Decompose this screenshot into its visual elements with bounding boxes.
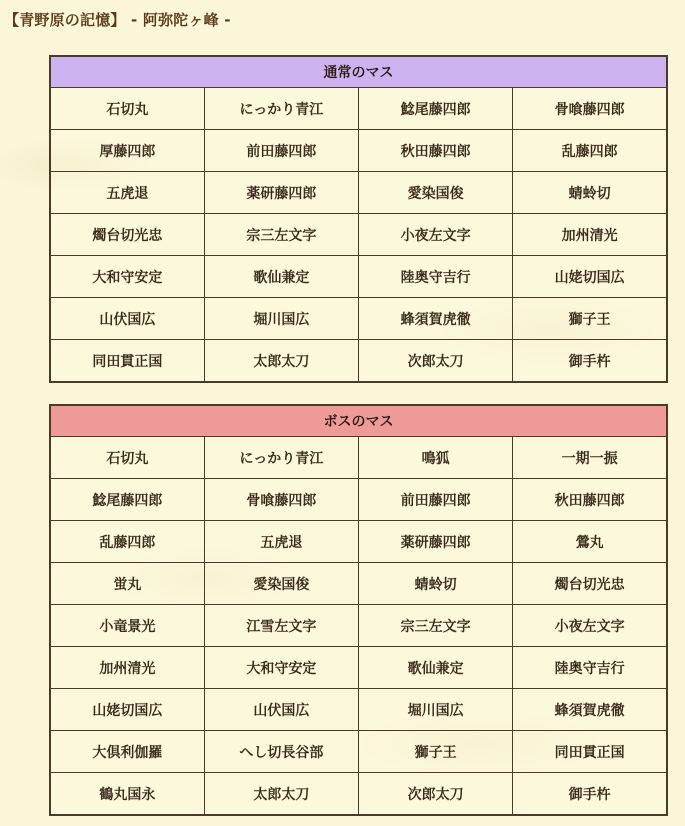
sword-name-cell: 前田藤四郎 bbox=[359, 479, 513, 521]
sword-name-cell: 薬研藤四郎 bbox=[359, 521, 513, 563]
table-row bbox=[50, 298, 667, 340]
sword-name-cell: 山姥切国広 bbox=[513, 256, 667, 298]
sword-name-cell: 秋田藤四郎 bbox=[359, 130, 513, 172]
sword-name-cell: 宗三左文字 bbox=[359, 605, 513, 647]
normal-squares-table bbox=[49, 55, 668, 383]
sword-name-cell: 蛍丸 bbox=[50, 563, 204, 605]
sword-name-cell: 御手杵 bbox=[513, 340, 667, 383]
sword-name-cell: 蜂須賀虎徹 bbox=[359, 298, 513, 340]
table-row bbox=[50, 172, 667, 214]
sword-name-cell: へし切長谷部 bbox=[204, 731, 358, 773]
sword-name-cell: 愛染国俊 bbox=[359, 172, 513, 214]
normal-squares-header-row bbox=[50, 56, 667, 88]
table-row bbox=[50, 437, 667, 479]
sword-name-cell: 骨喰藤四郎 bbox=[204, 479, 358, 521]
sword-name-cell: 大倶利伽羅 bbox=[50, 731, 204, 773]
sword-name-cell: 太郎太刀 bbox=[204, 340, 358, 383]
table-row bbox=[50, 214, 667, 256]
sword-name-cell: 大和守安定 bbox=[204, 647, 358, 689]
sword-name-cell: 大和守安定 bbox=[50, 256, 204, 298]
sword-name-cell: 御手杵 bbox=[513, 773, 667, 816]
table-row bbox=[50, 88, 667, 130]
sword-name-cell: 陸奥守吉行 bbox=[513, 647, 667, 689]
sword-name-cell: 山伏国広 bbox=[50, 298, 204, 340]
sword-name-cell: 鳴狐 bbox=[359, 437, 513, 479]
sword-name-cell: 獅子王 bbox=[513, 298, 667, 340]
normal-squares-body bbox=[50, 88, 667, 383]
normal-squares-section bbox=[49, 55, 668, 383]
boss-squares-header-row bbox=[50, 405, 667, 437]
table-row bbox=[50, 773, 667, 816]
boss-squares-section bbox=[49, 404, 668, 816]
sword-name-cell: 陸奥守吉行 bbox=[359, 256, 513, 298]
page-title: 【青野原の記憶】 - 阿弥陀ヶ峰 - bbox=[4, 11, 231, 29]
sword-name-cell: 燭台切光忠 bbox=[50, 214, 204, 256]
sword-name-cell: 同田貫正国 bbox=[513, 731, 667, 773]
sword-name-cell: 乱藤四郎 bbox=[50, 521, 204, 563]
boss-squares-table bbox=[49, 404, 668, 816]
sword-name-cell: 蜂須賀虎徹 bbox=[513, 689, 667, 731]
sword-name-cell: 小竜景光 bbox=[50, 605, 204, 647]
sword-name-cell: 山伏国広 bbox=[204, 689, 358, 731]
sword-name-cell: 堀川国広 bbox=[359, 689, 513, 731]
sword-name-cell: 骨喰藤四郎 bbox=[513, 88, 667, 130]
table-row bbox=[50, 689, 667, 731]
table-row bbox=[50, 563, 667, 605]
sword-name-cell: 江雪左文字 bbox=[204, 605, 358, 647]
sword-name-cell: 歌仙兼定 bbox=[359, 647, 513, 689]
table-row bbox=[50, 731, 667, 773]
sword-name-cell: 鯰尾藤四郎 bbox=[50, 479, 204, 521]
sword-name-cell: 小夜左文字 bbox=[513, 605, 667, 647]
table-row bbox=[50, 647, 667, 689]
normal-squares-heading: 通常のマス bbox=[50, 56, 667, 88]
sword-name-cell: 厚藤四郎 bbox=[50, 130, 204, 172]
sword-name-cell: 獅子王 bbox=[359, 731, 513, 773]
sword-name-cell: 同田貫正国 bbox=[50, 340, 204, 383]
sword-name-cell: 歌仙兼定 bbox=[204, 256, 358, 298]
sword-name-cell: 一期一振 bbox=[513, 437, 667, 479]
sword-name-cell: 太郎太刀 bbox=[204, 773, 358, 816]
sword-name-cell: 鶯丸 bbox=[513, 521, 667, 563]
sword-name-cell: 五虎退 bbox=[50, 172, 204, 214]
sword-name-cell: 加州清光 bbox=[50, 647, 204, 689]
sword-name-cell: 前田藤四郎 bbox=[204, 130, 358, 172]
table-row bbox=[50, 521, 667, 563]
sword-name-cell: 燭台切光忠 bbox=[513, 563, 667, 605]
sword-name-cell: 愛染国俊 bbox=[204, 563, 358, 605]
boss-squares-body bbox=[50, 437, 667, 816]
table-row bbox=[50, 256, 667, 298]
sword-name-cell: 乱藤四郎 bbox=[513, 130, 667, 172]
sword-name-cell: 薬研藤四郎 bbox=[204, 172, 358, 214]
sword-name-cell: 石切丸 bbox=[50, 437, 204, 479]
sword-name-cell: 蜻蛉切 bbox=[513, 172, 667, 214]
sword-name-cell: 山姥切国広 bbox=[50, 689, 204, 731]
sword-name-cell: にっかり青江 bbox=[204, 88, 358, 130]
table-row bbox=[50, 340, 667, 383]
sword-name-cell: 蜻蛉切 bbox=[359, 563, 513, 605]
sword-name-cell: 五虎退 bbox=[204, 521, 358, 563]
boss-squares-heading: ボスのマス bbox=[50, 405, 667, 437]
table-row bbox=[50, 479, 667, 521]
table-row bbox=[50, 605, 667, 647]
sword-name-cell: 小夜左文字 bbox=[359, 214, 513, 256]
sword-name-cell: 次郎太刀 bbox=[359, 773, 513, 816]
sword-name-cell: 堀川国広 bbox=[204, 298, 358, 340]
sword-name-cell: 秋田藤四郎 bbox=[513, 479, 667, 521]
table-row bbox=[50, 130, 667, 172]
sword-name-cell: 加州清光 bbox=[513, 214, 667, 256]
sword-name-cell: 宗三左文字 bbox=[204, 214, 358, 256]
sword-name-cell: 次郎太刀 bbox=[359, 340, 513, 383]
sword-name-cell: にっかり青江 bbox=[204, 437, 358, 479]
sword-name-cell: 鶴丸国永 bbox=[50, 773, 204, 816]
sword-name-cell: 石切丸 bbox=[50, 88, 204, 130]
sword-name-cell: 鯰尾藤四郎 bbox=[359, 88, 513, 130]
